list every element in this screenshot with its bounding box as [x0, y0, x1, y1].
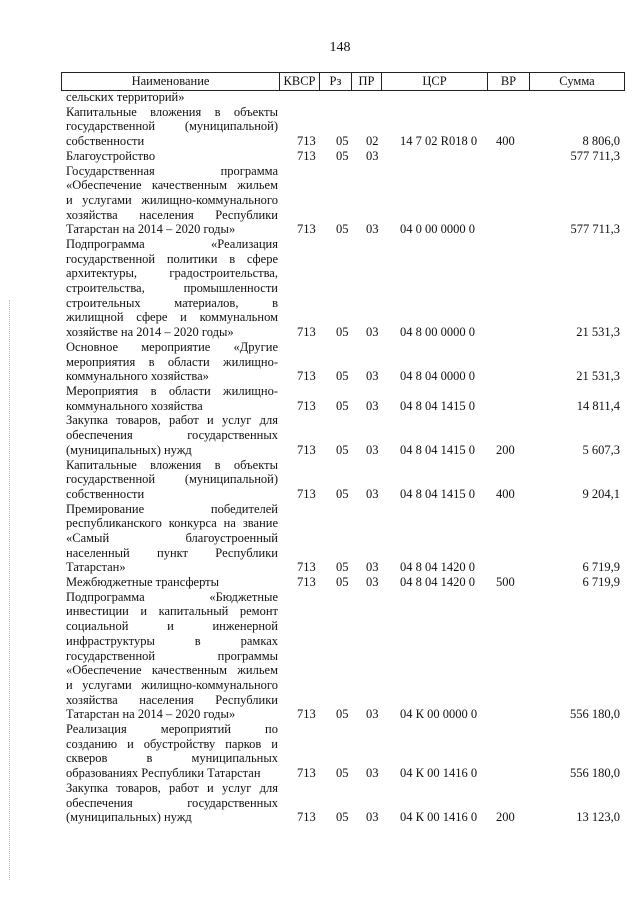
- row-name-line: «Обеспечение качественным жильем: [66, 663, 278, 678]
- row-name-line: Государственная программа: [66, 163, 278, 178]
- row-name-line: сельских территорий»: [66, 90, 185, 104]
- pr-cell: 03: [366, 325, 379, 340]
- row-values: [0, 766, 640, 781]
- table-row: [0, 722, 640, 781]
- row-name-line: Татарстан»: [66, 560, 126, 575]
- table-row: [0, 384, 640, 413]
- row-name-line: строительных материалов, в: [66, 295, 278, 310]
- sum-cell: 6 719,9: [582, 560, 620, 575]
- row-name-line: строительства, промышленности: [66, 281, 278, 296]
- table-row: [0, 149, 640, 164]
- row-name-line: Мероприятия в области жилищно-: [66, 384, 278, 398]
- csr-cell: 04 8 00 0000 0: [400, 325, 475, 340]
- kvsr-cell: 713: [297, 575, 316, 590]
- kvsr-cell: 713: [297, 486, 316, 501]
- kvsr-cell: 713: [297, 810, 316, 825]
- rz-cell: 05: [336, 707, 349, 722]
- pr-cell: 03: [366, 575, 379, 590]
- row-name: [66, 590, 278, 722]
- sum-cell: 6 719,9: [582, 575, 620, 590]
- csr-cell: 04 0 00 0000 0: [400, 222, 475, 237]
- pr-cell: 03: [366, 560, 379, 575]
- row-name-line: государственной программы: [66, 648, 278, 663]
- table-row: [0, 340, 640, 384]
- csr-cell: 04 К 00 1416 0: [400, 810, 478, 825]
- header-sum: Сумма: [559, 74, 595, 88]
- row-name-line: Закупка товаров, работ и услуг для: [66, 413, 278, 428]
- rz-cell: 05: [336, 325, 349, 340]
- row-name-line: инфраструктуры в рамках: [66, 633, 278, 648]
- row-name-line: коммунального хозяйства: [66, 398, 203, 413]
- kvsr-cell: 713: [297, 148, 316, 163]
- margin-dots: [9, 300, 11, 880]
- row-name-line: Премирование победителей: [66, 501, 278, 516]
- row-values: [0, 443, 640, 458]
- rz-cell: 05: [336, 486, 349, 501]
- row-values: [0, 149, 640, 164]
- row-name-line: государственной (муниципальной): [66, 472, 278, 487]
- row-name-line: хозяйства населения Республики: [66, 207, 278, 222]
- row-values: [0, 575, 640, 590]
- sum-cell: 577 711,3: [570, 148, 620, 163]
- sum-cell: 577 711,3: [570, 222, 620, 237]
- table-row: [0, 237, 640, 340]
- kvsr-cell: 713: [297, 325, 316, 340]
- row-name-line: и услугами жилищно-коммунального: [66, 192, 278, 207]
- table-row: [0, 502, 640, 576]
- row-name-line: образованиях Республики Татарстан: [66, 766, 261, 781]
- row-name-line: Благоустройство: [66, 148, 156, 163]
- row-name-line: Межбюджетные трансферты: [66, 575, 220, 590]
- pr-cell: 03: [366, 766, 379, 781]
- rz-cell: 05: [336, 575, 349, 590]
- csr-cell: 04 К 00 1416 0: [400, 766, 478, 781]
- row-name-line: «Обеспечение качественным жильем: [66, 178, 278, 193]
- rz-cell: 05: [336, 442, 349, 457]
- row-values: [0, 399, 640, 414]
- row-name-line: государственной (муниципальной): [66, 119, 278, 134]
- table-row: [0, 590, 640, 722]
- pr-cell: 03: [366, 442, 379, 457]
- csr-cell: 04 8 04 1415 0: [400, 486, 475, 501]
- table-row: [0, 458, 640, 502]
- kvsr-cell: 713: [297, 369, 316, 384]
- sum-cell: 5 607,3: [582, 442, 620, 457]
- row-name-line: Капитальные вложения в объекты: [66, 104, 278, 119]
- rz-cell: 05: [336, 766, 349, 781]
- row-name-line: Подпрограмма «Реализация: [66, 237, 278, 251]
- rz-cell: 05: [336, 398, 349, 413]
- pr-cell: 03: [366, 486, 379, 501]
- sum-cell: 21 531,3: [576, 325, 620, 340]
- row-name-line: скверов в муниципальных: [66, 751, 278, 766]
- table-row: [0, 90, 640, 105]
- pr-cell: 03: [366, 707, 379, 722]
- row-values: [0, 810, 640, 825]
- row-name-line: инвестиции и капитальный ремонт: [66, 604, 278, 619]
- row-values: [0, 369, 640, 384]
- table-row: [0, 575, 640, 590]
- header-csr: ЦСР: [382, 73, 488, 90]
- kvsr-cell: 713: [297, 398, 316, 413]
- header-name: Наименование: [62, 73, 280, 90]
- sum-cell: 8 806,0: [582, 134, 620, 149]
- rz-cell: 05: [336, 810, 349, 825]
- kvsr-cell: 713: [297, 222, 316, 237]
- pr-cell: 03: [366, 222, 379, 237]
- row-name-line: и услугами жилищно-коммунального: [66, 677, 278, 692]
- vr-cell: 500: [496, 575, 515, 590]
- csr-cell: 04 8 04 1415 0: [400, 398, 475, 413]
- kvsr-cell: 713: [297, 442, 316, 457]
- row-name-line: «Самый благоустроенный: [66, 530, 278, 545]
- row-name-line: Закупка товаров, работ и услуг для: [66, 780, 278, 795]
- row-values: [0, 325, 640, 340]
- row-name-line: населенный пункт Республики: [66, 545, 278, 560]
- row-values: [0, 707, 640, 722]
- row-values: [0, 90, 640, 105]
- rz-cell: 05: [336, 369, 349, 384]
- pr-cell: 03: [366, 148, 379, 163]
- row-name-line: Татарстан на 2014 – 2020 годы»: [66, 707, 236, 722]
- row-name-line: Капитальные вложения в объекты: [66, 457, 278, 472]
- rz-cell: 05: [336, 134, 349, 149]
- kvsr-cell: 713: [297, 766, 316, 781]
- kvsr-cell: 713: [297, 707, 316, 722]
- csr-cell: 04 8 04 1420 0: [400, 560, 475, 575]
- table-header: [61, 72, 625, 91]
- row-name-line: собственности: [66, 134, 145, 149]
- row-name-line: хозяйстве на 2014 – 2020 годы»: [66, 325, 234, 340]
- row-values: [0, 560, 640, 575]
- sum-cell: 14 811,4: [576, 398, 620, 413]
- table-row: [0, 781, 640, 825]
- row-values: [0, 134, 640, 149]
- row-name-line: коммунального хозяйства»: [66, 369, 209, 384]
- rz-cell: 05: [336, 148, 349, 163]
- vr-cell: 400: [496, 134, 515, 149]
- row-name-line: республиканского конкурса на звание: [66, 516, 278, 531]
- row-name-line: хозяйства населения Республики: [66, 692, 278, 707]
- row-name-line: собственности: [66, 486, 145, 501]
- table-row: [0, 164, 640, 238]
- pr-cell: 03: [366, 810, 379, 825]
- row-name-line: Татарстан на 2014 – 2020 годы»: [66, 222, 236, 237]
- row-name-line: архитектуры, градостроительства,: [66, 266, 278, 281]
- sum-cell: 9 204,1: [582, 486, 620, 501]
- rz-cell: 05: [336, 222, 349, 237]
- table-row: [0, 105, 640, 149]
- pr-cell: 03: [366, 398, 379, 413]
- vr-cell: 200: [496, 810, 515, 825]
- row-values: [0, 487, 640, 502]
- sum-cell: 13 123,0: [576, 810, 620, 825]
- row-name-line: жилищной сфере и коммунальном: [66, 310, 278, 325]
- kvsr-cell: 713: [297, 134, 316, 149]
- kvsr-cell: 713: [297, 560, 316, 575]
- row-name-line: обеспечения государственных: [66, 428, 278, 443]
- row-name-line: государственной политики в сфере: [66, 251, 278, 266]
- row-name-line: (муниципальных) нужд: [66, 810, 192, 825]
- pr-cell: 02: [366, 134, 379, 149]
- row-name-line: Реализация мероприятий по: [66, 722, 278, 737]
- row-name-line: созданию и обустройству парков и: [66, 736, 278, 751]
- row-name-line: мероприятия в области жилищно-: [66, 354, 278, 369]
- row-name-line: социальной и инженерной: [66, 619, 278, 634]
- header-rz: Рз: [320, 73, 352, 90]
- pr-cell: 03: [366, 369, 379, 384]
- csr-cell: 04 8 04 1415 0: [400, 442, 475, 457]
- header-vr: ВР: [488, 73, 530, 90]
- sum-cell: 21 531,3: [576, 369, 620, 384]
- csr-cell: 04 8 04 1420 0: [400, 575, 475, 590]
- header-pr: ПР: [352, 73, 382, 90]
- page-number: 148: [329, 40, 351, 55]
- csr-cell: 04 К 00 0000 0: [400, 707, 478, 722]
- header-kvsr: КВСР: [280, 73, 320, 90]
- csr-cell: 14 7 02 R018 0: [400, 134, 478, 149]
- row-name-line: (муниципальных) нужд: [66, 442, 192, 457]
- vr-cell: 200: [496, 442, 515, 457]
- row-values: [0, 222, 640, 237]
- row-name-line: обеспечения государственных: [66, 795, 278, 810]
- table-row: [0, 413, 640, 457]
- vr-cell: 400: [496, 486, 515, 501]
- sum-cell: 556 180,0: [570, 766, 620, 781]
- row-name-line: Основное мероприятие «Другие: [66, 339, 278, 354]
- row-name-line: Подпрограмма «Бюджетные: [66, 589, 278, 604]
- sum-cell: 556 180,0: [570, 707, 620, 722]
- csr-cell: 04 8 04 0000 0: [400, 369, 475, 384]
- rz-cell: 05: [336, 560, 349, 575]
